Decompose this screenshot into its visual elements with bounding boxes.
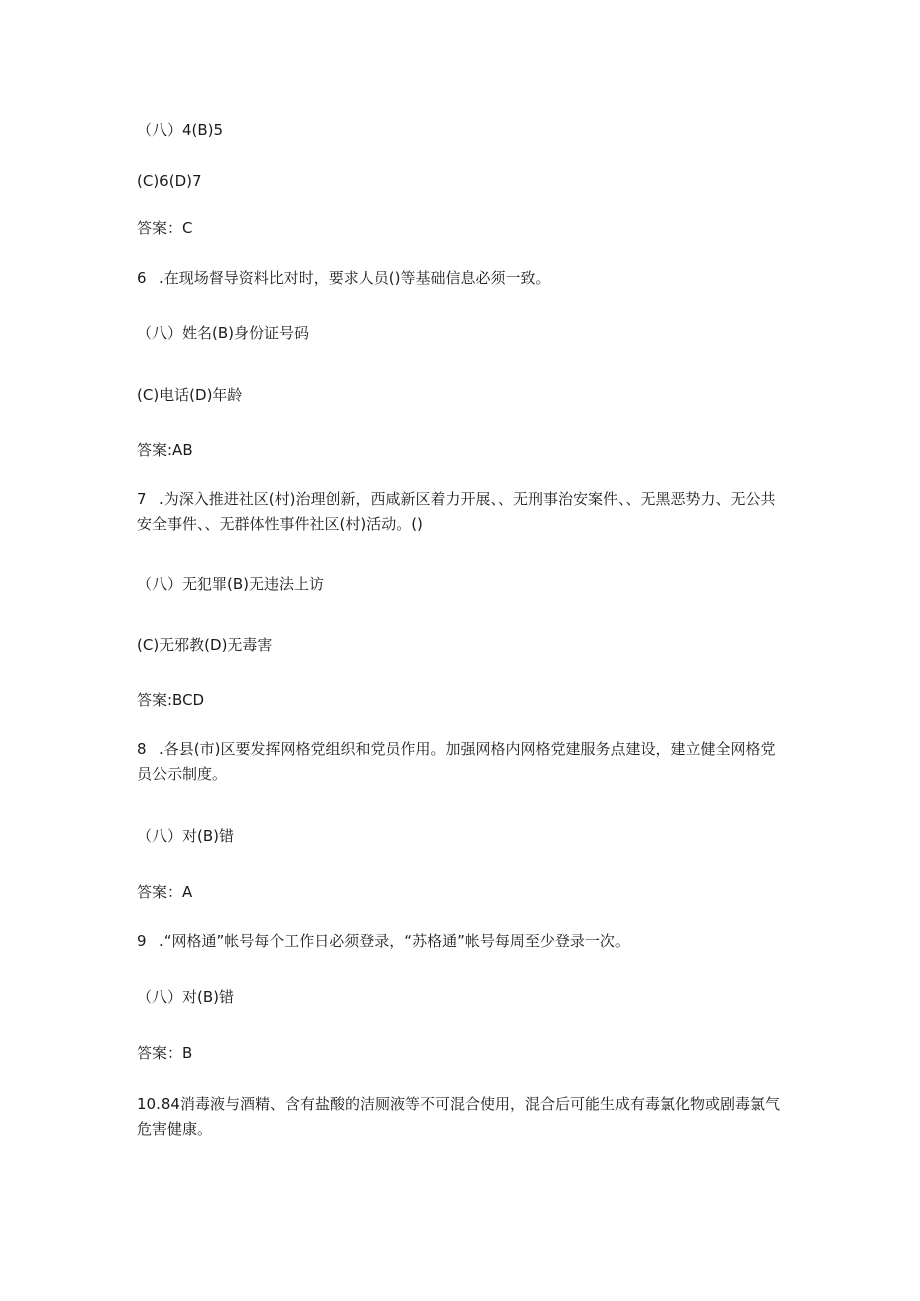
question-10: 10.84消毒液与酒精、含有盐酸的洁厕液等不可混合使用，混合后可能生成有毒氯化物或剧毒氯气危害健康。 <box>137 1095 780 1138</box>
question-text: .“网格通”帐号每个工作日必须登录，“苏格通”帐号每周至少登录一次。 <box>159 932 630 950</box>
option-line-a-b: （八）无犯罪(B)无违法上访 <box>137 575 324 593</box>
answer-line: 答案：C <box>137 219 193 237</box>
question-text: .各县(市)区要发挥网格党组织和党员作用。加强网格内网格党建服务点建设，建立健全网格党员公示制度。 <box>137 740 776 783</box>
option-line-a-b: （八）4(B)5 <box>137 121 224 139</box>
answer-line: 答案:AB <box>137 441 193 459</box>
option-line-c-d: (C)电话(D)年龄 <box>137 386 243 404</box>
question-9 <box>137 929 630 953</box>
option-line-a-b: （八）对(B)错 <box>137 988 234 1006</box>
option-line-c-d: (C)无邪教(D)无毒害 <box>137 636 273 654</box>
question-number: 6 <box>137 269 147 287</box>
option-line-a-b: （八）姓名(B)身份证号码 <box>137 324 309 342</box>
option-line-a-b: （八）对(B)错 <box>137 827 234 845</box>
question-text: .在现场督导资料比对时，要求人员()等基础信息必须一致。 <box>159 269 551 287</box>
question-8 <box>137 737 787 787</box>
answer-line: 答案：B <box>137 1044 193 1062</box>
question-text: .为深入推进社区(村)治理创新，西咸新区着力开展、、无刑事治安案件、、无黑恶势力、无公共安全事件、、无群体性事件社区(村)活动。() <box>137 490 776 533</box>
question-7 <box>137 487 787 537</box>
question-6 <box>137 266 550 290</box>
question-number: 7 <box>137 490 147 508</box>
question-number: 9 <box>137 932 147 950</box>
option-line-c-d: (C)6(D)7 <box>137 172 202 190</box>
question-number: 8 <box>137 740 147 758</box>
answer-line: 答案:BCD <box>137 691 205 709</box>
answer-line: 答案：A <box>137 883 193 901</box>
